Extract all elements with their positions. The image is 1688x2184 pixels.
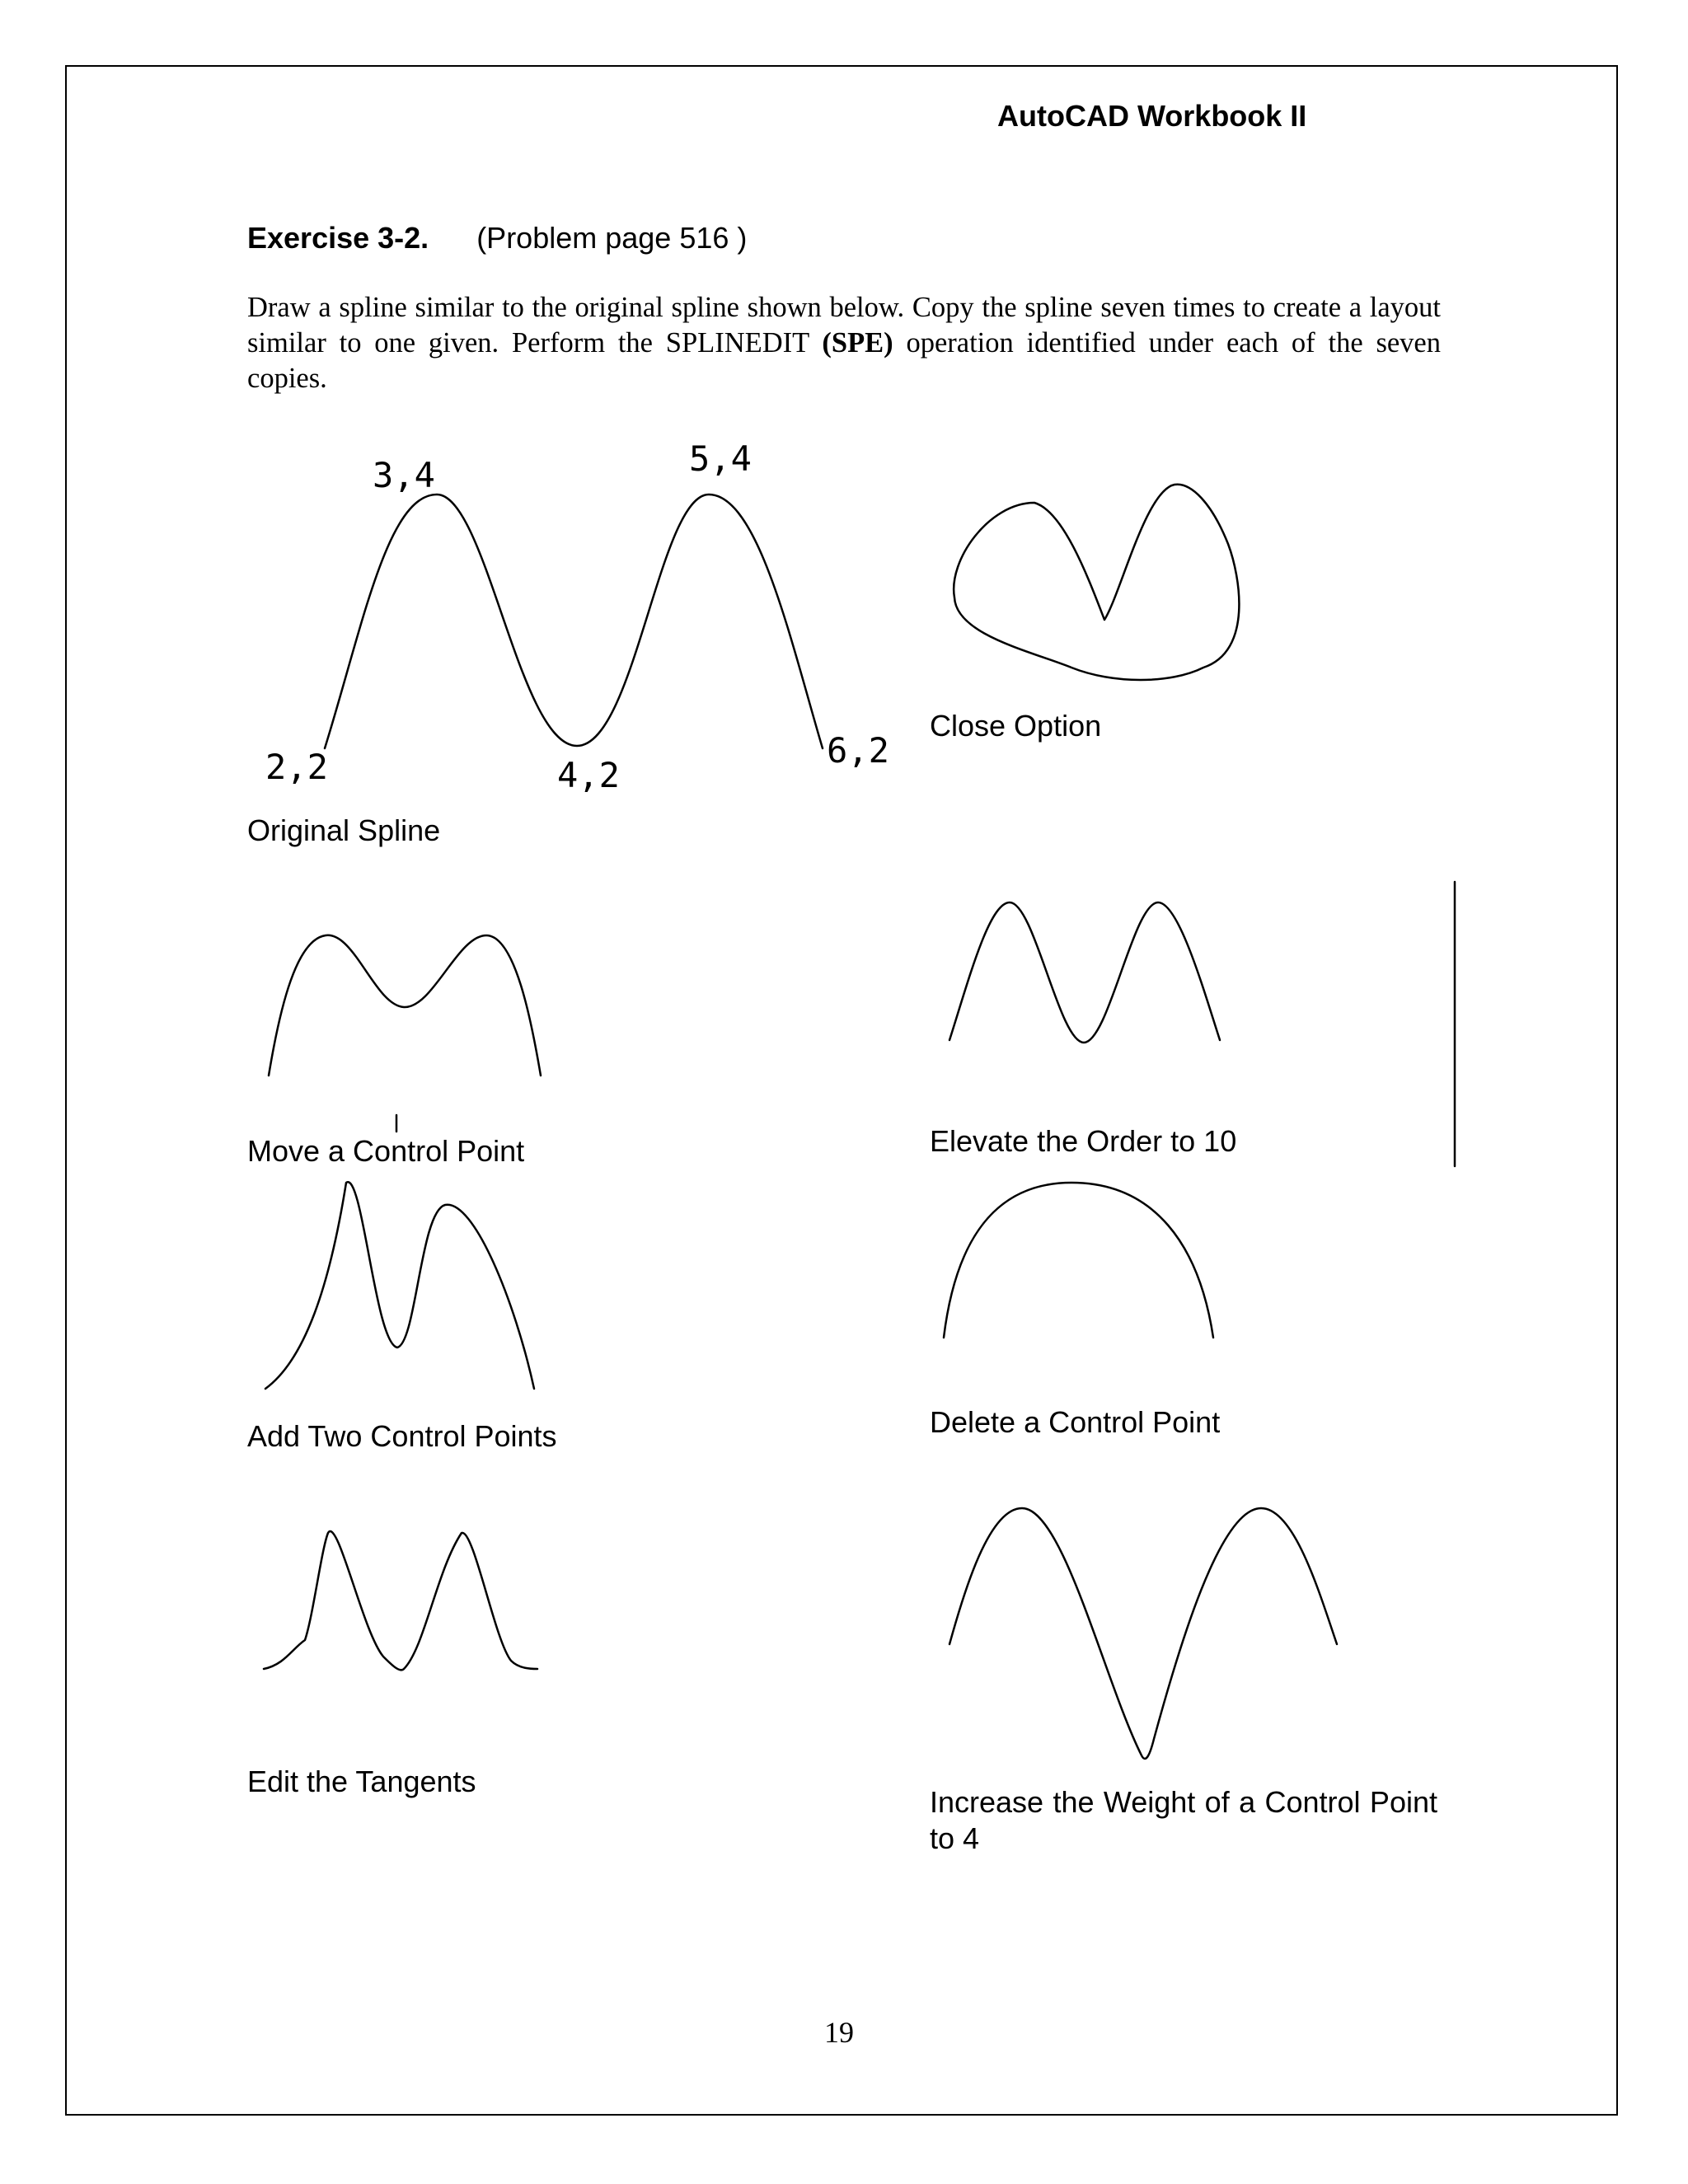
move-control-point-curve <box>269 935 541 1076</box>
caption-add-control-points: Add Two Control Points <box>247 1419 557 1453</box>
caption-move-control-point: Move a Control Point <box>247 1134 525 1168</box>
exercise-label: Exercise 3-2. <box>247 221 429 255</box>
elevate-order-curve <box>950 902 1220 1043</box>
instructions-bold: (SPE) <box>822 327 893 359</box>
caption-close-option: Close Option <box>930 709 1102 743</box>
original-spline-curve <box>325 494 823 748</box>
instructions-text-2: operation identified under each of the seven copies. <box>247 327 1441 394</box>
instructions-text-1: Draw a spline similar to the original spline shown below. Copy the spline seven times to create a layout similar to one given. Perform the SPLINEDIT <box>247 292 1441 359</box>
coord-label-4-2: 4,2 <box>557 755 620 795</box>
caption-delete-control-point: Delete a Control Point <box>930 1405 1221 1439</box>
caption-elevate-order: Elevate the Order to 10 <box>930 1124 1237 1158</box>
coord-label-3-4: 3,4 <box>373 455 435 495</box>
exercise-reference: (Problem page 516 ) <box>476 221 748 255</box>
increase-weight-curve <box>950 1508 1337 1759</box>
caption-original-spline: Original Spline <box>247 813 441 847</box>
header-title: AutoCAD Workbook II <box>997 99 1307 133</box>
page-number: 19 <box>824 2016 854 2049</box>
caption-increase-weight: Increase the Weight of a Control Point to 4 <box>930 1785 1437 1855</box>
delete-control-point-curve <box>944 1183 1213 1338</box>
close-option-curve <box>954 485 1239 680</box>
coord-label-5-4: 5,4 <box>689 438 752 479</box>
coord-label-2-2: 2,2 <box>265 747 328 787</box>
caption-edit-tangents: Edit the Tangents <box>247 1765 476 1798</box>
coord-label-6-2: 6,2 <box>827 730 889 771</box>
add-control-points-curve <box>265 1182 534 1389</box>
edit-tangents-curve <box>264 1531 537 1670</box>
